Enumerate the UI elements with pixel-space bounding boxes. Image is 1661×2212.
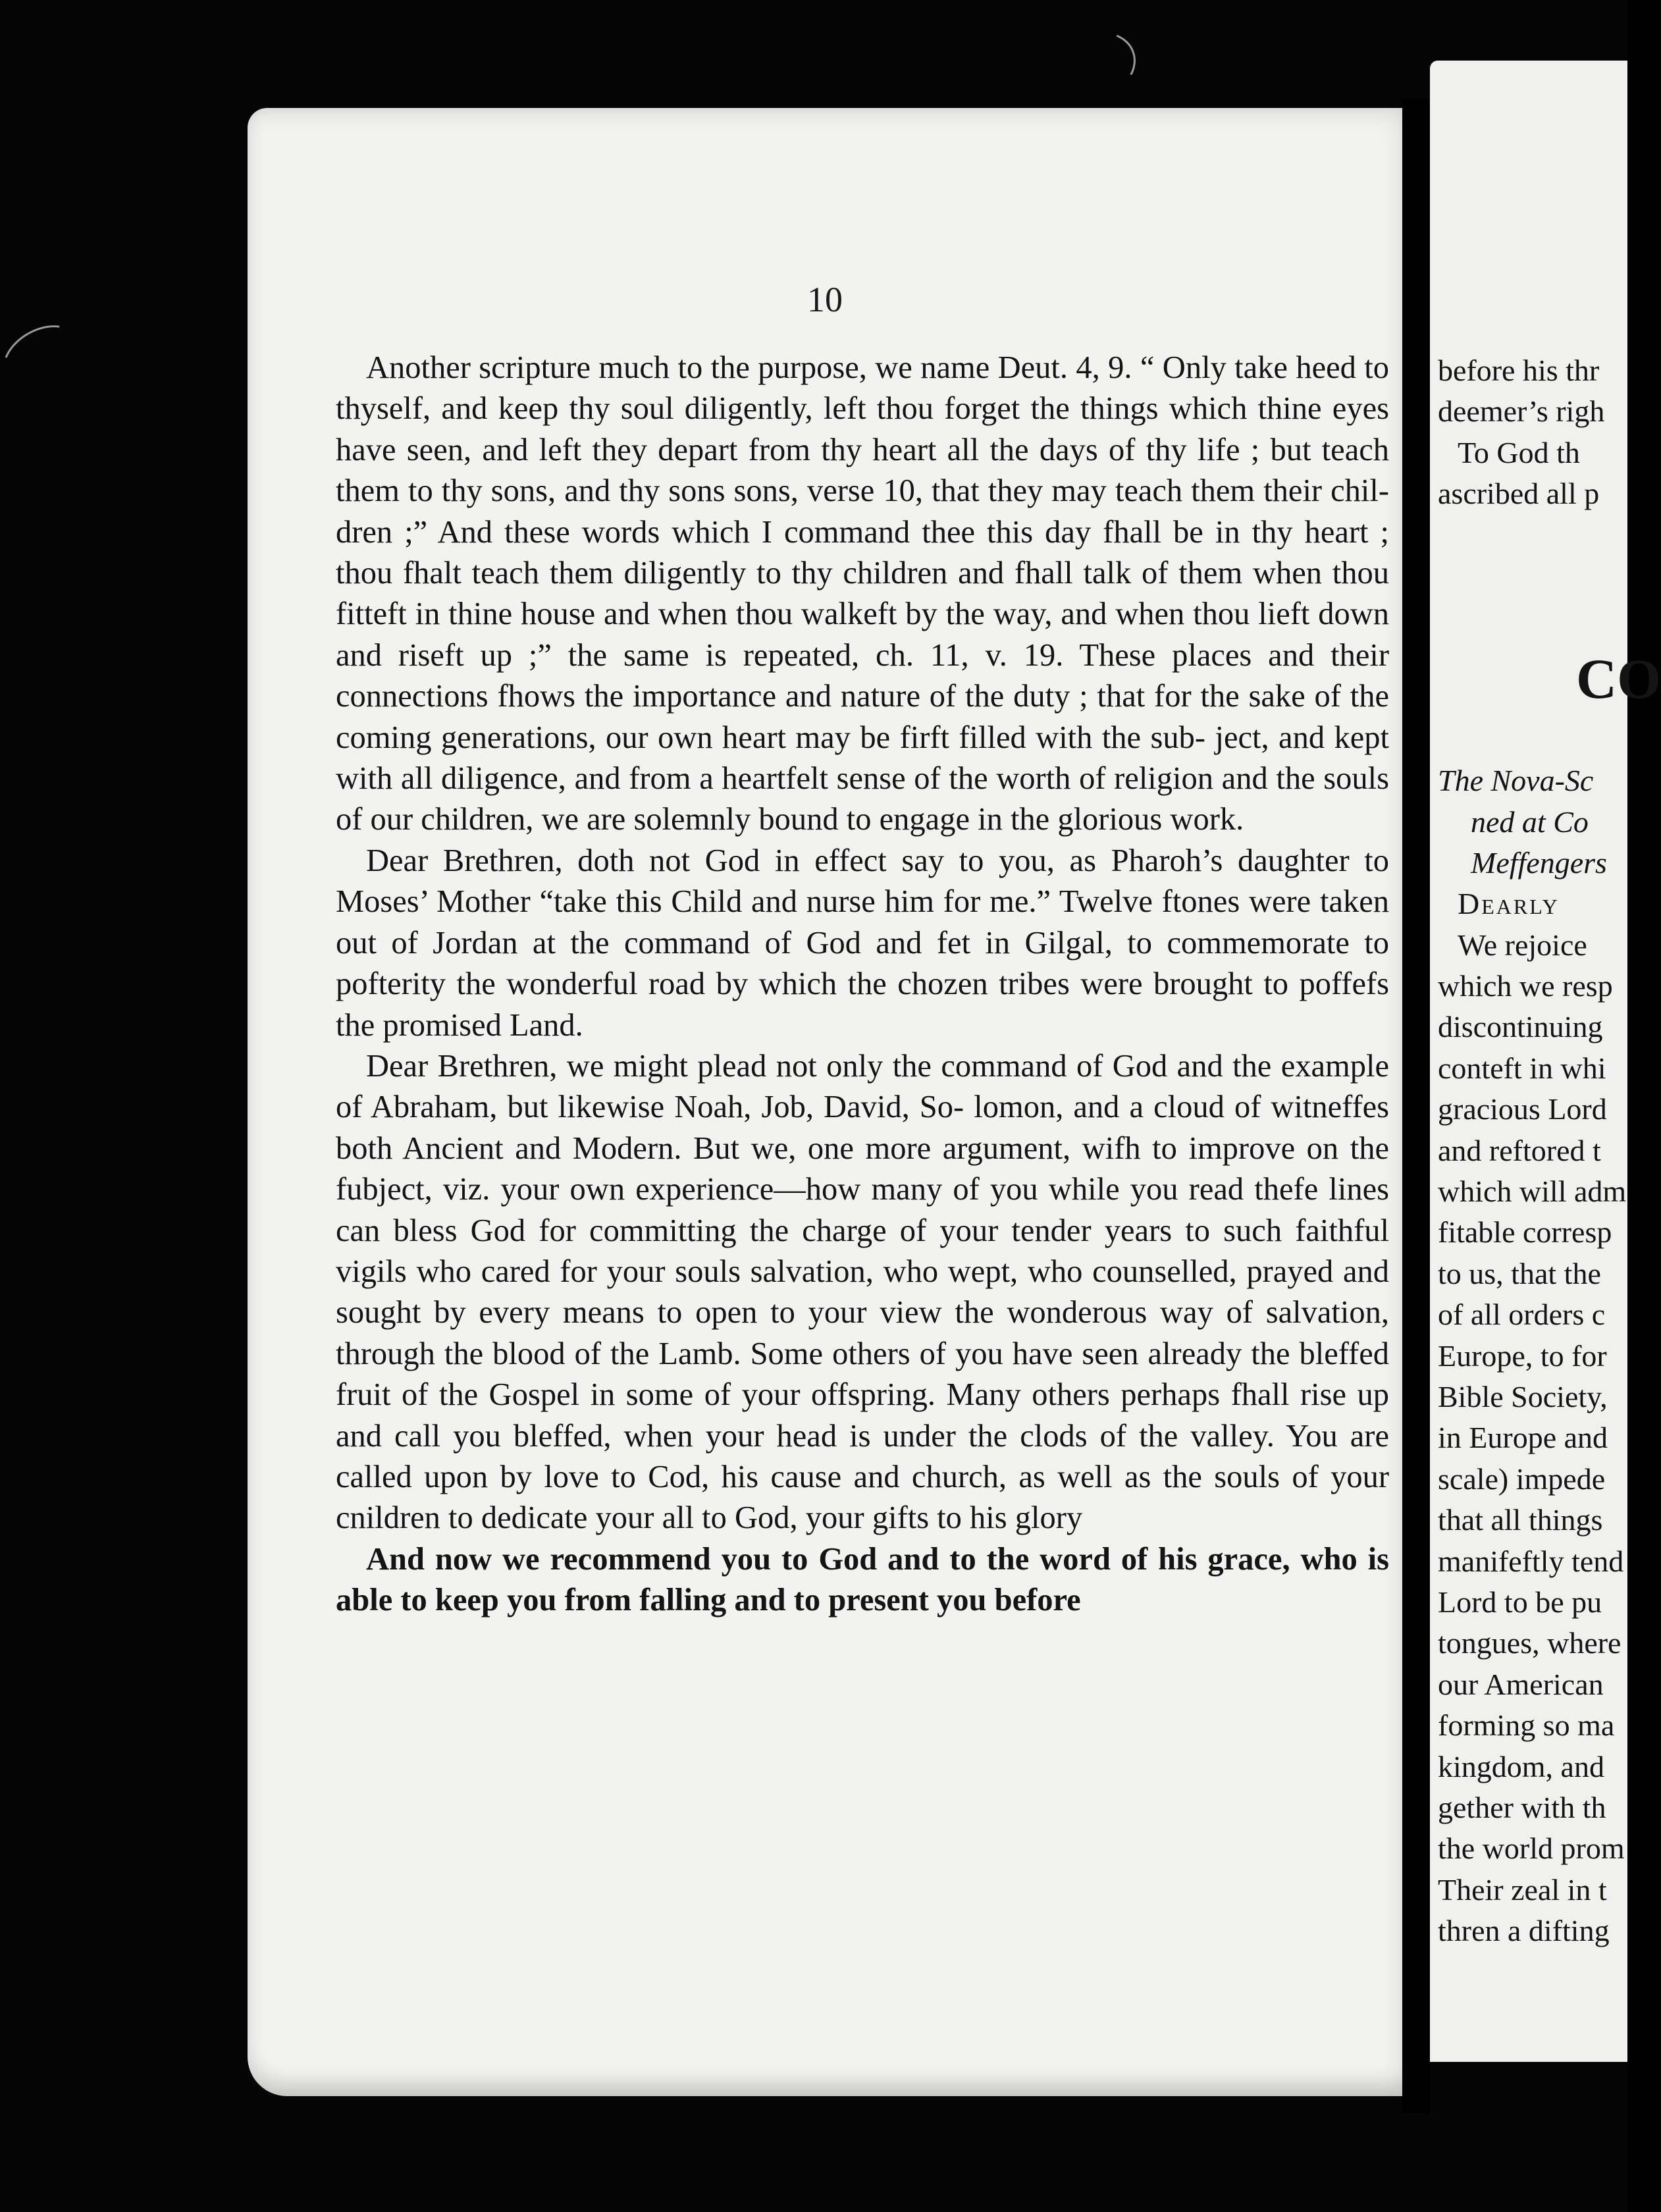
- stray-mark: [0, 312, 92, 402]
- page-number: 10: [807, 280, 843, 319]
- text-line: scale) impede: [1438, 1462, 1606, 1496]
- left-page-body: [336, 348, 1389, 1621]
- text-line: To God th: [1458, 435, 1580, 469]
- text-line: We rejoice: [1458, 928, 1587, 962]
- text-line: which we resp: [1438, 969, 1613, 1003]
- stray-mark: [1051, 22, 1145, 107]
- text-line: the world prom: [1438, 1831, 1625, 1866]
- text-line: gether with th: [1438, 1790, 1606, 1824]
- text-line: Bible Society,: [1438, 1379, 1608, 1413]
- text-line: [1438, 556, 1635, 596]
- text-line: our American: [1438, 1667, 1604, 1701]
- paragraph: Dear Brethren, doth not God in effect say to you, as Pharoh’s daughter to Moses’ Mother “take this Child and nurse him for me.” Twelve ftones were taken out of Jordan at the command of God and fet in Gilgal, to commemorate to pofterity the wonderful road by which the chozen tribes were brought to poffefs the promised Land.: [336, 843, 1389, 1043]
- book-gutter: [1402, 99, 1430, 2113]
- paragraph: And now we recommend you to God and to the word of his grace, who is able to keep you from falling and to present you before: [336, 1541, 1389, 1618]
- text-line: The Nova-Sc: [1438, 764, 1594, 798]
- text-line: thren a difting: [1438, 1914, 1610, 1948]
- text-line: ascribed all p: [1438, 477, 1600, 511]
- right-page-body: [1438, 350, 1661, 1951]
- text-line: Meffengers: [1471, 845, 1607, 880]
- text-line: kingdom, and: [1438, 1749, 1604, 1783]
- text-line: of all orders c: [1438, 1298, 1606, 1332]
- paragraph: Another scripture much to the purpose, we name Deut. 4, 9. “ Only take heed to thyself, and keep thy soul diligently, left thou forget the things which thine eyes have seen, and left they depart from thy heart all the days of thy life ; but teach them to thy sons, and thy sons sons, verse 10, that they may teach them their chil- dren ;” And these words which I command thee this day fhall be in thy heart ; thou fhalt teach them diligently to thy children and fhall talk of them when thou fitteft in thine house and when thou walkeft by the way, and when thou lieft down and riseft up ;” the same is repeated, ch. 11, v. 19. These places and their connections fhows the importance and nature of the duty ; that for the sake of the coming generations, our own heart may be firft filled with the sub- ject, and kept with all diligence, and from a heartfelt sense of the worth of religion and the souls of our children, we are solemnly bound to engage in the glorious work.: [336, 350, 1389, 837]
- section-heading: CO: [1576, 646, 1661, 710]
- text-line: deemer’s righ: [1438, 394, 1605, 429]
- text-line: to us, that the: [1438, 1256, 1601, 1290]
- text-line: [1438, 720, 1635, 760]
- text-line: manifeftly tend: [1438, 1544, 1624, 1578]
- text-line: forming so ma: [1438, 1708, 1615, 1743]
- text-line: [1438, 596, 1635, 637]
- text-line: Their zeal in t: [1438, 1872, 1607, 1907]
- text-line: that all things: [1438, 1503, 1603, 1537]
- text-line: Dearly: [1458, 887, 1560, 921]
- text-line: discontinuing: [1438, 1010, 1603, 1044]
- text-line: fitable corresp: [1438, 1215, 1612, 1250]
- text-line: tongues, where: [1438, 1626, 1621, 1660]
- text-line: in Europe and: [1438, 1421, 1608, 1455]
- text-line: which will adm: [1438, 1174, 1627, 1209]
- paragraph: Dear Brethren, we might plead not only the command of God and the example of Abraham, but likewise Noah, Job, David, So- lomon, and a cloud of witneffes both Ancient and Modern. But we, one more argument, wifh to improve on the fubject, viz. your own experience—how many of you while you read thefe lines can bless God for committing the charge of your tender years to such faithful vigils who cared for your souls salvation, who wept, who counselled, prayed and sought by every means to open to your view the wonderous way of salvation, through the blood of the Lamb. Some others of you have seen already the bleffed fruit of the Gospel in some of your offspring. Many others perhaps fhall rise up and call you bleffed, when your head is under the clods of the valley. You are called upon by love to Cod, his cause and church, as well as the souls of your cnildren to dedicate your all to God, your gifts to his glory: [336, 1048, 1389, 1536]
- text-line: conteft in whi: [1438, 1051, 1606, 1085]
- text-line: Lord to be pu: [1438, 1585, 1602, 1619]
- text-line: [1438, 515, 1635, 556]
- text-line: and reftored t: [1438, 1133, 1601, 1167]
- text-line: Europe, to for: [1438, 1338, 1607, 1373]
- text-line: ned at Co: [1471, 804, 1589, 839]
- text-line: gracious Lord: [1438, 1092, 1607, 1126]
- text-line: before his thr: [1438, 354, 1600, 387]
